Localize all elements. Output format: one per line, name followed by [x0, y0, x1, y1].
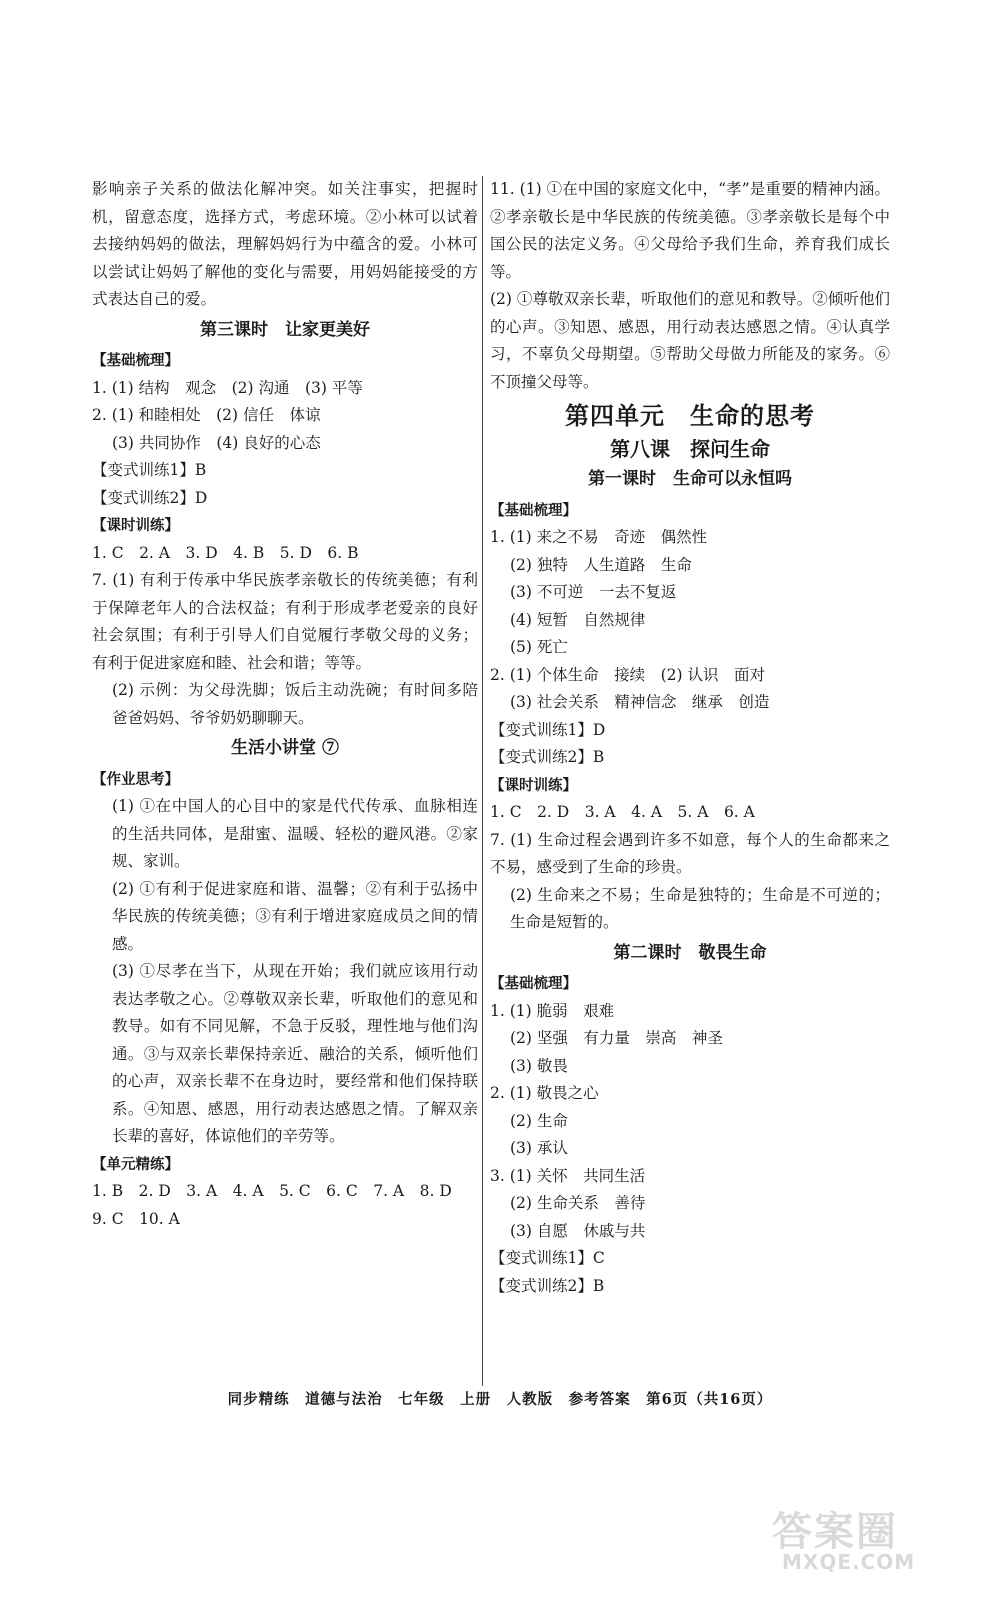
answer-paragraph: 7. (1) 生命过程会遇到许多不如意，每个人的生命都来之不易，感受到了生命的珍贵。 [490, 830, 890, 876]
answer-line: 【变式训练1】C [490, 1249, 605, 1267]
answer-line: 2. (1) 敬畏之心 [490, 1084, 599, 1102]
answer-paragraph: 11. (1) ①在中国的家庭文化中，“孝”是重要的精神内涵。②孝亲敬长是中华民族的传统美德。③孝亲敬长是每个中国公民的法定义务。④父母给予我们生命，养育我们成长等。 [490, 180, 890, 281]
section-heading: 第二课时 敬畏生命 [613, 942, 767, 963]
answer-line: 1. (1) 结构 观念 (2) 沟通 (3) 平等 [92, 378, 363, 397]
section-tag: 【基础梳理】 [490, 501, 577, 519]
watermark-title: 答案圈 [772, 1509, 898, 1555]
answer-line: 【变式训练1】D [490, 720, 606, 739]
answer-paragraph: 影响亲子关系的做法化解冲突。如关注事实，把握时机，留意态度，选择方式，考虑环境。②小林可以试着去接纳妈妈的做法，理解妈妈行为中蕴含的爱。小林可以尝试让妈妈了解他的变化与需要，用妈妈能接受的方式表达自己的爱。 [92, 180, 478, 308]
unit-heading: 第四单元 生命的思考 [565, 401, 815, 430]
answer-paragraph: (2) ①尊敬双亲长辈，听取他们的意见和教导。②倾听他们的心声。③知恩、感恩，用行动表达感恩之情。④认真学习，不辜负父母期望。⑤帮助父母做力所能及的家务。⑥不顶撞父母等。 [490, 290, 890, 391]
answer-line: 2. (1) 个体生命 接续 (2) 认识 面对 [490, 665, 765, 684]
answer-line: (4) 短暂 自然规律 [510, 610, 646, 629]
section-tag: 【基础梳理】 [490, 975, 577, 992]
column-divider [482, 176, 483, 1386]
section-tag: 【作业思考】 [92, 770, 179, 788]
answer-line: (2) 生命关系 善待 [510, 1194, 646, 1212]
answer-line: 1. B 2. D 3. A 4. A 5. C 6. C 7. A 8. D [92, 1182, 452, 1200]
answer-line: (3) 敬畏 [510, 1056, 568, 1075]
watermark-url: MXQE.COM [782, 1550, 916, 1574]
section-tag: 【单元精练】 [92, 1155, 179, 1173]
answer-line: (3) 承认 [510, 1139, 568, 1157]
answer-paragraph: (2) 示例：为父母洗脚；饭后主动洗碗；有时间多陪爸爸妈妈、爷爷奶奶聊聊天。 [112, 681, 478, 727]
answer-line: (2) 独特 人生道路 生命 [510, 555, 692, 574]
answer-line: (5) 死亡 [510, 638, 568, 656]
answer-line: 1. (1) 脆弱 艰难 [490, 1001, 615, 1020]
answer-paragraph: (2) ①有利于促进家庭和谐、温馨；②有利于弘扬中华民族的传统美德；③有利于增进家庭成员之间的情感。 [112, 879, 478, 953]
answer-line: 1. (1) 来之不易 奇迹 偶然性 [490, 528, 708, 546]
section-tag: 【课时训练】 [92, 517, 179, 534]
answer-line: 3. (1) 关怀 共同生活 [490, 1166, 646, 1185]
answer-line: (2) 生命 [510, 1111, 568, 1130]
left-column [92, 176, 478, 1233]
answer-paragraph: 7. (1) 有利于传承中华民族孝亲敬长的传统美德；有利于保障老年人的合法权益；有利于形成孝老爱亲的良好社会氛围；有利于引导人们自觉履行孝敬父母的义务；有利于促进家庭和睦、社会和谐；等等。 [92, 571, 478, 672]
section-heading: 第三课时 让家更美好 [200, 319, 370, 340]
answer-line: (3) 自愿 休戚与共 [510, 1221, 646, 1240]
page-footer: 同步精练 道德与法治 七年级 上册 人教版 参考答案 第6页（共16页） [227, 1391, 773, 1408]
answer-line: (3) 不可逆 一去不复返 [510, 583, 677, 601]
answer-line: 1. C 2. A 3. D 4. B 5. D 6. B [92, 543, 359, 562]
section-heading: 第一课时 生命可以永恒吗 [588, 469, 792, 489]
answer-line: (3) 共同协作 (4) 良好的心态 [112, 433, 321, 452]
answer-line: (3) 社会关系 精神信念 继承 创造 [510, 693, 770, 711]
answer-paragraph: (3) ①尽孝在当下，从现在开始；我们就应该用行动表达孝敬之心。②尊敬双亲长辈，听取他们的意见和教导。如有不同见解，不急于反驳，理性地与他们沟通。③与双亲长辈保持亲近、融洽的关系，倾听他们的心声，双亲长辈不在身边时，要经常和他们保持联系。④知恩、感恩，用行动表达感恩之情。了解双亲长辈的喜好，体谅他们的辛劳等。 [112, 962, 478, 1145]
section-tag: 【基础梳理】 [92, 352, 179, 369]
lesson-heading: 第八课 探问生命 [610, 436, 770, 461]
answer-paragraph: (1) ①在中国人的心目中的家是代代传承、血脉相连的生活共同体，是甜蜜、温暖、轻松的避风港。②家规、家训。 [112, 797, 478, 870]
section-heading: 生活小讲堂 ⑦ [231, 738, 339, 758]
watermark-logo [772, 1500, 972, 1582]
section-tag: 【课时训练】 [490, 776, 577, 794]
answer-paragraph: (2) 生命来之不易；生命是独特的；生命是不可逆的；生命是短暂的。 [510, 885, 890, 931]
answer-line: 【变式训练2】D [92, 488, 208, 507]
answer-line: 1. C 2. D 3. A 4. A 5. A 6. A [490, 803, 755, 821]
answer-line: 【变式训练2】B [490, 748, 605, 766]
answer-line: 2. (1) 和睦相处 (2) 信任 体谅 [92, 406, 321, 424]
answer-line: 9. C 10. A [92, 1209, 180, 1228]
answer-line: 【变式训练1】B [92, 461, 207, 479]
answer-line: (2) 坚强 有力量 崇高 神圣 [510, 1029, 723, 1047]
answer-line: 【变式训练2】B [490, 1276, 605, 1295]
right-column [490, 176, 890, 1300]
